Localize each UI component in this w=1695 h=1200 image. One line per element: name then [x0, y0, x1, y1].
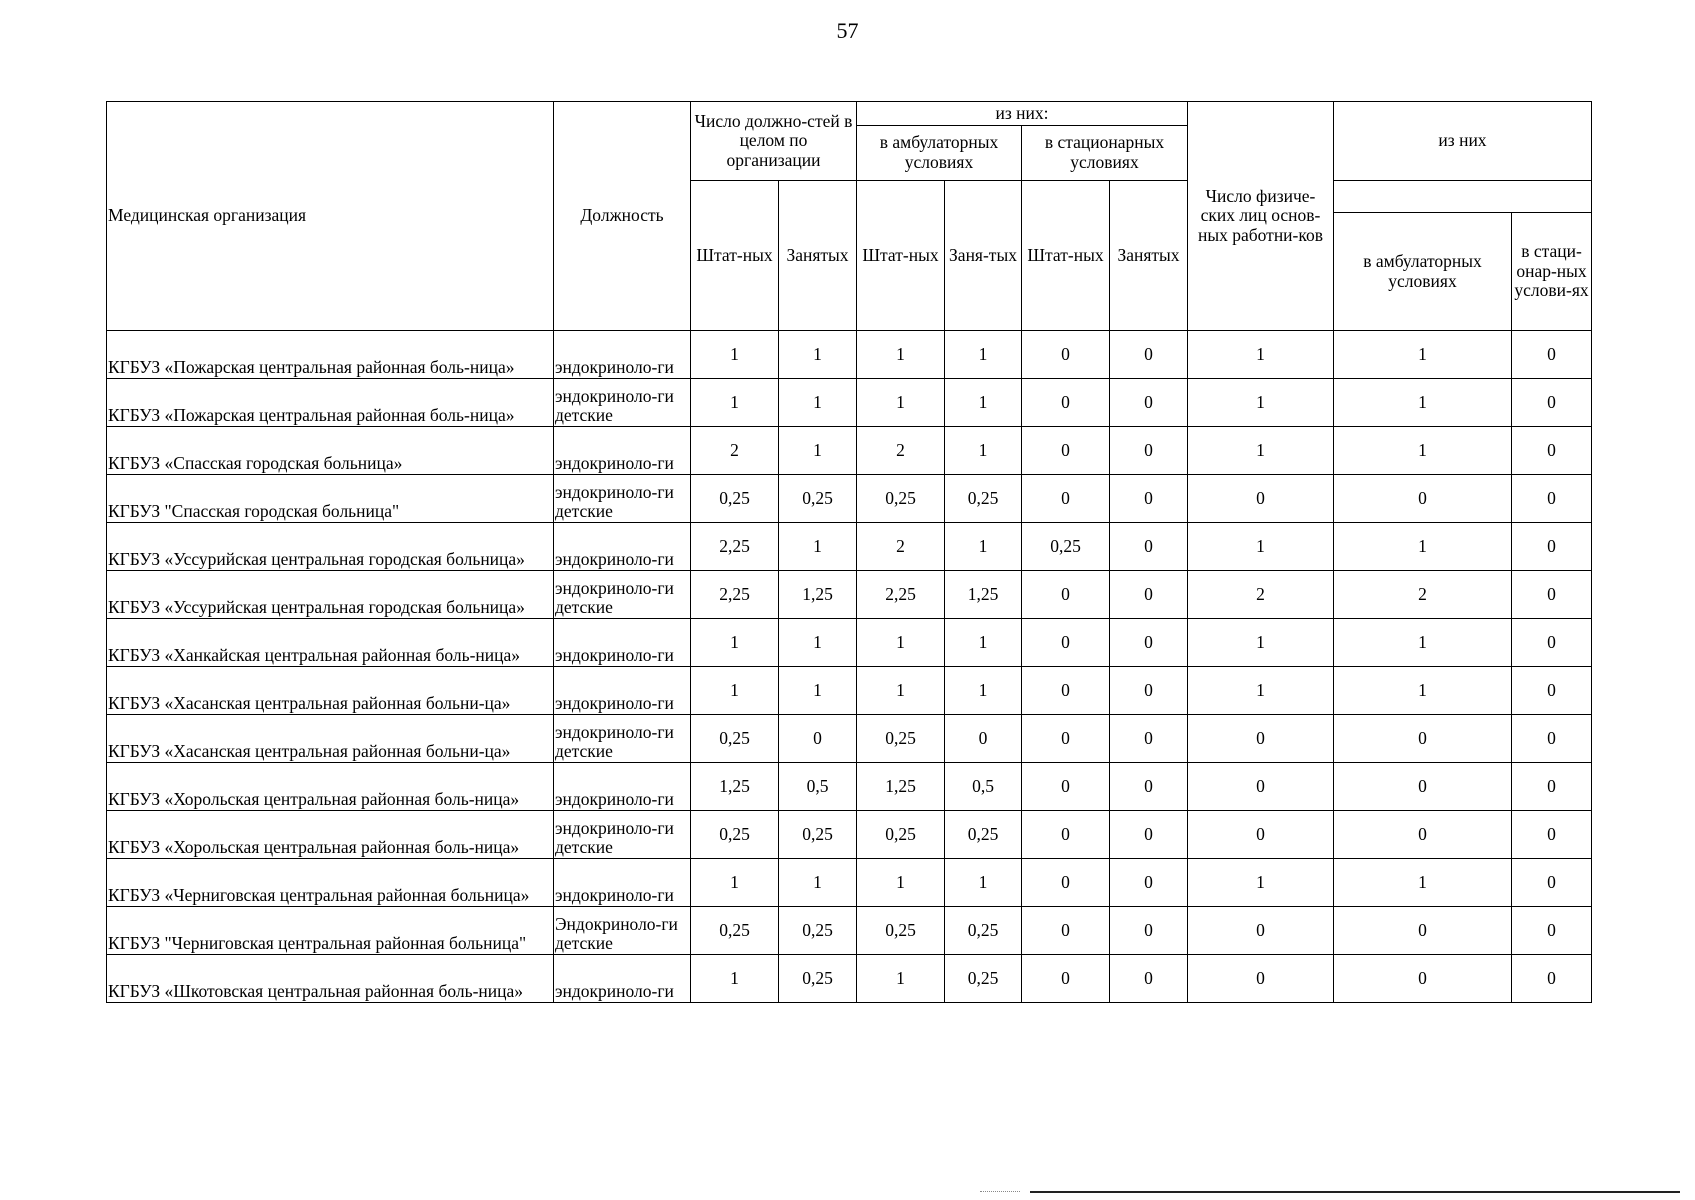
value-cell: 1,25	[691, 763, 779, 811]
value-cell: 0	[1512, 811, 1592, 859]
value-cell: 0	[1188, 715, 1334, 763]
org-cell: КГБУЗ «Хорольская центральная районная боль-ница»	[107, 811, 554, 859]
value-cell: 0	[1512, 427, 1592, 475]
table-row	[107, 571, 1592, 619]
value-cell: 1	[1188, 427, 1334, 475]
value-cell: 1	[691, 619, 779, 667]
value-cell: 1	[857, 379, 945, 427]
value-cell: 0	[1022, 907, 1110, 955]
org-cell: КГБУЗ «Ханкайская центральная районная боль-ница»	[107, 619, 554, 667]
position-cell: эндокриноло-ги	[554, 427, 691, 475]
value-cell: 0	[1188, 763, 1334, 811]
value-cell: 0	[1022, 571, 1110, 619]
value-cell: 0,25	[691, 811, 779, 859]
value-cell: 0,25	[857, 715, 945, 763]
value-cell: 0	[1188, 811, 1334, 859]
value-cell: 2	[857, 523, 945, 571]
table-row	[107, 427, 1592, 475]
header-ambulatory: в амбулаторных условиях	[857, 126, 1022, 181]
header-indiv-ambulatory: в амбулаторных условиях	[1334, 213, 1512, 331]
value-cell: 0,25	[779, 955, 857, 1003]
value-cell: 0	[1110, 811, 1188, 859]
value-cell: 0	[1110, 859, 1188, 907]
table-row	[107, 763, 1592, 811]
header-inpatient: в стационарных условиях	[1022, 126, 1188, 181]
page-number: 57	[836, 18, 859, 43]
value-cell: 0	[1110, 427, 1188, 475]
position-cell: эндокриноло-ги	[554, 955, 691, 1003]
org-cell: КГБУЗ "Черниговская центральная районная больница"	[107, 907, 554, 955]
table-row	[107, 475, 1592, 523]
header-inpatient-staffed: Штат-ных	[1022, 181, 1110, 331]
value-cell: 0,25	[779, 907, 857, 955]
value-cell: 1,25	[779, 571, 857, 619]
value-cell: 0,25	[779, 811, 857, 859]
value-cell: 0,25	[1022, 523, 1110, 571]
value-cell: 0,25	[857, 907, 945, 955]
header-indiv-inpatient: в стаци-онар-ных услови-ях	[1512, 213, 1592, 331]
value-cell: 0	[1110, 571, 1188, 619]
value-cell: 1	[1334, 331, 1512, 379]
table-row	[107, 619, 1592, 667]
value-cell: 1	[857, 955, 945, 1003]
value-cell: 0	[1110, 331, 1188, 379]
value-cell: 0	[1334, 715, 1512, 763]
value-cell: 0	[1512, 667, 1592, 715]
header-individuals: Число физиче-ских лиц основ-ных работни-ков	[1188, 102, 1334, 331]
footer-line	[1030, 1191, 1680, 1193]
value-cell: 0	[1022, 667, 1110, 715]
org-cell: КГБУЗ «Уссурийская центральная городская больница»	[107, 523, 554, 571]
table-row	[107, 523, 1592, 571]
footer-dots	[980, 1191, 1020, 1192]
position-cell: эндокриноло-ги	[554, 523, 691, 571]
value-cell: 0	[1188, 907, 1334, 955]
value-cell: 0	[1512, 859, 1592, 907]
value-cell: 1	[691, 331, 779, 379]
value-cell: 0,25	[691, 475, 779, 523]
value-cell: 1	[691, 955, 779, 1003]
value-cell: 0	[1512, 475, 1592, 523]
value-cell: 0	[1512, 379, 1592, 427]
header-position: Должность	[554, 102, 691, 331]
value-cell: 0	[1110, 619, 1188, 667]
value-cell: 1	[779, 427, 857, 475]
position-cell: эндокриноло-ги детские	[554, 571, 691, 619]
value-cell: 1	[857, 667, 945, 715]
org-cell: КГБУЗ «Черниговская центральная районная больница»	[107, 859, 554, 907]
value-cell: 0	[1022, 859, 1110, 907]
value-cell: 0	[1512, 763, 1592, 811]
value-cell: 0	[1188, 475, 1334, 523]
value-cell: 0	[1512, 955, 1592, 1003]
value-cell: 2	[1334, 571, 1512, 619]
value-cell: 0	[1022, 811, 1110, 859]
position-cell: эндокриноло-ги детские	[554, 715, 691, 763]
value-cell: 1,25	[945, 571, 1022, 619]
value-cell: 0,25	[857, 811, 945, 859]
value-cell: 1	[779, 859, 857, 907]
value-cell: 0,25	[691, 715, 779, 763]
value-cell: 0	[1188, 955, 1334, 1003]
value-cell: 0	[1110, 667, 1188, 715]
value-cell: 1	[779, 619, 857, 667]
value-cell: 0,25	[857, 475, 945, 523]
value-cell: 1	[857, 331, 945, 379]
value-cell: 0	[1022, 715, 1110, 763]
value-cell: 0	[1022, 379, 1110, 427]
org-cell: КГБУЗ «Хасанская центральная районная больни-ца»	[107, 715, 554, 763]
org-cell: КГБУЗ "Спасская городская больница"	[107, 475, 554, 523]
position-cell: эндокриноло-ги	[554, 763, 691, 811]
position-cell: эндокриноло-ги детские	[554, 475, 691, 523]
value-cell: 1	[1188, 859, 1334, 907]
value-cell: 0,25	[945, 475, 1022, 523]
value-cell: 0	[1110, 763, 1188, 811]
value-cell: 1	[779, 667, 857, 715]
header-total-positions: Число должно-стей в целом по организации	[691, 102, 857, 181]
value-cell: 0	[1512, 907, 1592, 955]
value-cell: 1	[1334, 619, 1512, 667]
value-cell: 0	[1334, 763, 1512, 811]
table-row	[107, 331, 1592, 379]
header-indiv-spacer	[1334, 181, 1592, 213]
value-cell: 1	[945, 667, 1022, 715]
value-cell: 1	[1188, 523, 1334, 571]
value-cell: 0	[1022, 955, 1110, 1003]
value-cell: 2	[857, 427, 945, 475]
value-cell: 1	[857, 859, 945, 907]
value-cell: 0	[1110, 715, 1188, 763]
value-cell: 1	[691, 859, 779, 907]
value-cell: 2,25	[857, 571, 945, 619]
value-cell: 0	[1110, 379, 1188, 427]
value-cell: 1	[1334, 667, 1512, 715]
staffing-table	[106, 101, 1592, 1003]
header-org: Медицинская организация	[107, 102, 554, 331]
value-cell: 1	[1334, 379, 1512, 427]
value-cell: 0,25	[691, 907, 779, 955]
header-inpatient-occupied: Занятых	[1110, 181, 1188, 331]
org-cell: КГБУЗ «Шкотовская центральная районная боль-ница»	[107, 955, 554, 1003]
org-cell: КГБУЗ «Пожарская центральная районная боль-ница»	[107, 331, 554, 379]
value-cell: 0	[1022, 475, 1110, 523]
position-cell: эндокриноло-ги	[554, 619, 691, 667]
value-cell: 0,25	[945, 907, 1022, 955]
org-cell: КГБУЗ «Хорольская центральная районная боль-ница»	[107, 763, 554, 811]
value-cell: 1	[1334, 427, 1512, 475]
value-cell: 1	[1334, 859, 1512, 907]
value-cell: 2,25	[691, 523, 779, 571]
value-cell: 0	[1334, 907, 1512, 955]
value-cell: 0	[1512, 523, 1592, 571]
table-row	[107, 667, 1592, 715]
table-row	[107, 379, 1592, 427]
value-cell: 1	[1188, 667, 1334, 715]
value-cell: 0,25	[945, 955, 1022, 1003]
value-cell: 0,25	[945, 811, 1022, 859]
value-cell: 0	[1022, 619, 1110, 667]
org-cell: КГБУЗ «Пожарская центральная районная боль-ница»	[107, 379, 554, 427]
value-cell: 2	[1188, 571, 1334, 619]
value-cell: 0,5	[945, 763, 1022, 811]
value-cell: 1	[691, 379, 779, 427]
value-cell: 0	[1110, 907, 1188, 955]
value-cell: 0	[1512, 715, 1592, 763]
table-row	[107, 811, 1592, 859]
table-row	[107, 907, 1592, 955]
header-of-them-positions: из них:	[857, 102, 1188, 126]
header-of-them-individuals: из них	[1334, 102, 1592, 181]
value-cell: 2,25	[691, 571, 779, 619]
value-cell: 1	[945, 427, 1022, 475]
value-cell: 0	[945, 715, 1022, 763]
value-cell: 1	[779, 523, 857, 571]
table-row	[107, 859, 1592, 907]
value-cell: 1	[945, 379, 1022, 427]
value-cell: 1	[945, 859, 1022, 907]
header-total-occupied: Занятых	[779, 181, 857, 331]
org-cell: КГБУЗ «Спасская городская больница»	[107, 427, 554, 475]
value-cell: 1	[945, 619, 1022, 667]
header-ambulatory-occupied: Заня-тых	[945, 181, 1022, 331]
value-cell: 1	[1188, 619, 1334, 667]
value-cell: 1	[945, 331, 1022, 379]
header-total-staffed: Штат-ных	[691, 181, 779, 331]
value-cell: 0	[1334, 811, 1512, 859]
table-row	[107, 955, 1592, 1003]
position-cell: эндокриноло-ги	[554, 331, 691, 379]
value-cell: 0	[1022, 331, 1110, 379]
position-cell: эндокриноло-ги	[554, 859, 691, 907]
value-cell: 0	[1022, 427, 1110, 475]
value-cell: 0	[1110, 523, 1188, 571]
value-cell: 0	[1334, 475, 1512, 523]
value-cell: 0	[1110, 475, 1188, 523]
header-ambulatory-staffed: Штат-ных	[857, 181, 945, 331]
org-cell: КГБУЗ «Хасанская центральная районная больни-ца»	[107, 667, 554, 715]
value-cell: 1	[779, 379, 857, 427]
value-cell: 1	[1188, 379, 1334, 427]
value-cell: 1	[1188, 331, 1334, 379]
value-cell: 1	[691, 667, 779, 715]
value-cell: 0	[1512, 619, 1592, 667]
position-cell: эндокриноло-ги	[554, 667, 691, 715]
value-cell: 0	[1022, 763, 1110, 811]
value-cell: 1	[779, 331, 857, 379]
value-cell: 1	[1334, 523, 1512, 571]
position-cell: эндокриноло-ги детские	[554, 379, 691, 427]
value-cell: 2	[691, 427, 779, 475]
value-cell: 0	[1334, 955, 1512, 1003]
value-cell: 1,25	[857, 763, 945, 811]
value-cell: 0,25	[779, 475, 857, 523]
value-cell: 0	[1512, 571, 1592, 619]
org-cell: КГБУЗ «Уссурийская центральная городская больница»	[107, 571, 554, 619]
value-cell: 1	[857, 619, 945, 667]
table-row	[107, 715, 1592, 763]
position-cell: эндокриноло-ги детские	[554, 811, 691, 859]
value-cell: 1	[945, 523, 1022, 571]
value-cell: 0,5	[779, 763, 857, 811]
value-cell: 0	[1512, 331, 1592, 379]
value-cell: 0	[779, 715, 857, 763]
value-cell: 0	[1110, 955, 1188, 1003]
position-cell: Эндокриноло-ги детские	[554, 907, 691, 955]
